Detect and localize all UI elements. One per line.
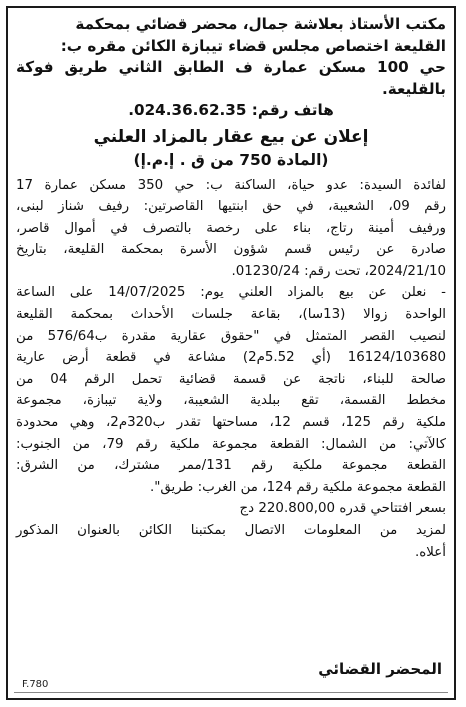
reference-code: F.780	[22, 679, 49, 690]
price-paragraph	[16, 498, 446, 520]
text-line: ملكية رقم 125، قسم 12، مساحتها تقدر ب320م2، وهي محدودة	[16, 415, 446, 431]
office-phone: هاتف رقم: 024.36.62.35.	[128, 101, 334, 119]
notice-subtitle: (المادة 750 من ق . إ.م.إ)	[133, 150, 329, 169]
text-line: رقم 09، الشعيبة، في حق ابنتيها القاصرتين: رفيف شناز لبنى،	[16, 199, 446, 215]
text-line: لمزيد من المعلومات الاتصال بمكتبنا الكائن بالعنوان المذكور	[16, 523, 446, 538]
text-line: صالحة للبناء، ناتجة عن قسمة قضائية تحمل الرقم 04 من	[16, 371, 446, 387]
office-line-3: حي 100 مسكن عمارة ف الطابق الثاني طريق فوكة بالقليعة.	[16, 58, 446, 98]
office-line-2: القليعة اختصاص مجلس قضاء تيبازة الكائن مقره ب:	[60, 36, 446, 55]
text-line: مخطط القسمة، تقع ببلدية الشعيبة، ولاية تيبازة، مجموعة	[16, 393, 446, 409]
text-line: 2024/21/10، تحت رقم: 01230/24.	[231, 263, 446, 279]
legal-notice	[6, 6, 456, 700]
bailiff-signature: المحضر القضائي	[318, 660, 442, 678]
contact-paragraph	[16, 520, 446, 563]
text-line: لنصيب القصر المتمثل في "حقوق عقارية مقدرة ب576/64 من	[16, 328, 446, 344]
text-line: الواحدة زوالا (13سا)، بقاعة جلسات الأحداث بمحكمة القليعة	[16, 307, 446, 323]
notice-title: إعلان عن بيع عقار بالمزاد العلني	[93, 126, 369, 147]
opening-price: بسعر افتتاحي قدره 220.800,00 دج	[239, 501, 446, 517]
text-line: 16124/103680 (أي 5.52م2) مشاعة في قطعة أرض عارية	[16, 350, 446, 366]
text-line: القطعة مجموعة ملكية رقم 131/ممر مشترك، من الشرق:	[16, 458, 446, 474]
office-line-1: مكتب الأستاذ بعلاشة جمال، محضر قضائي بمحكمة	[75, 15, 446, 33]
beneficiary-paragraph	[16, 175, 446, 283]
text-line: صادرة عن رئيس قسم شؤون الأسرة بمحكمة القليعة، بتاريخ	[16, 242, 446, 258]
text-line: لفائدة السيدة: عدو حياة، الساكنة ب: حي 350 مسكن عمارة 17	[16, 177, 446, 193]
text-line: أعلاه.	[415, 544, 446, 560]
text-line: - نعلن عن بيع بالمزاد العلني يوم: 14/07/2025 على الساعة	[16, 285, 447, 301]
text-line: القطعة مجموعة ملكية رقم 124، من الغرب: طريق".	[149, 479, 446, 495]
text-line: ورفيف أمينة رتاج، بناء على رخصة بالتصرف في أموال قاصر،	[16, 220, 446, 236]
text-line: كالآتي: من الشمال: القطعة مجموعة ملكية رقم 79، من الجنوب:	[16, 436, 446, 452]
auction-paragraph	[16, 282, 446, 498]
notice-content	[8, 8, 454, 563]
bottom-rule	[14, 692, 448, 693]
